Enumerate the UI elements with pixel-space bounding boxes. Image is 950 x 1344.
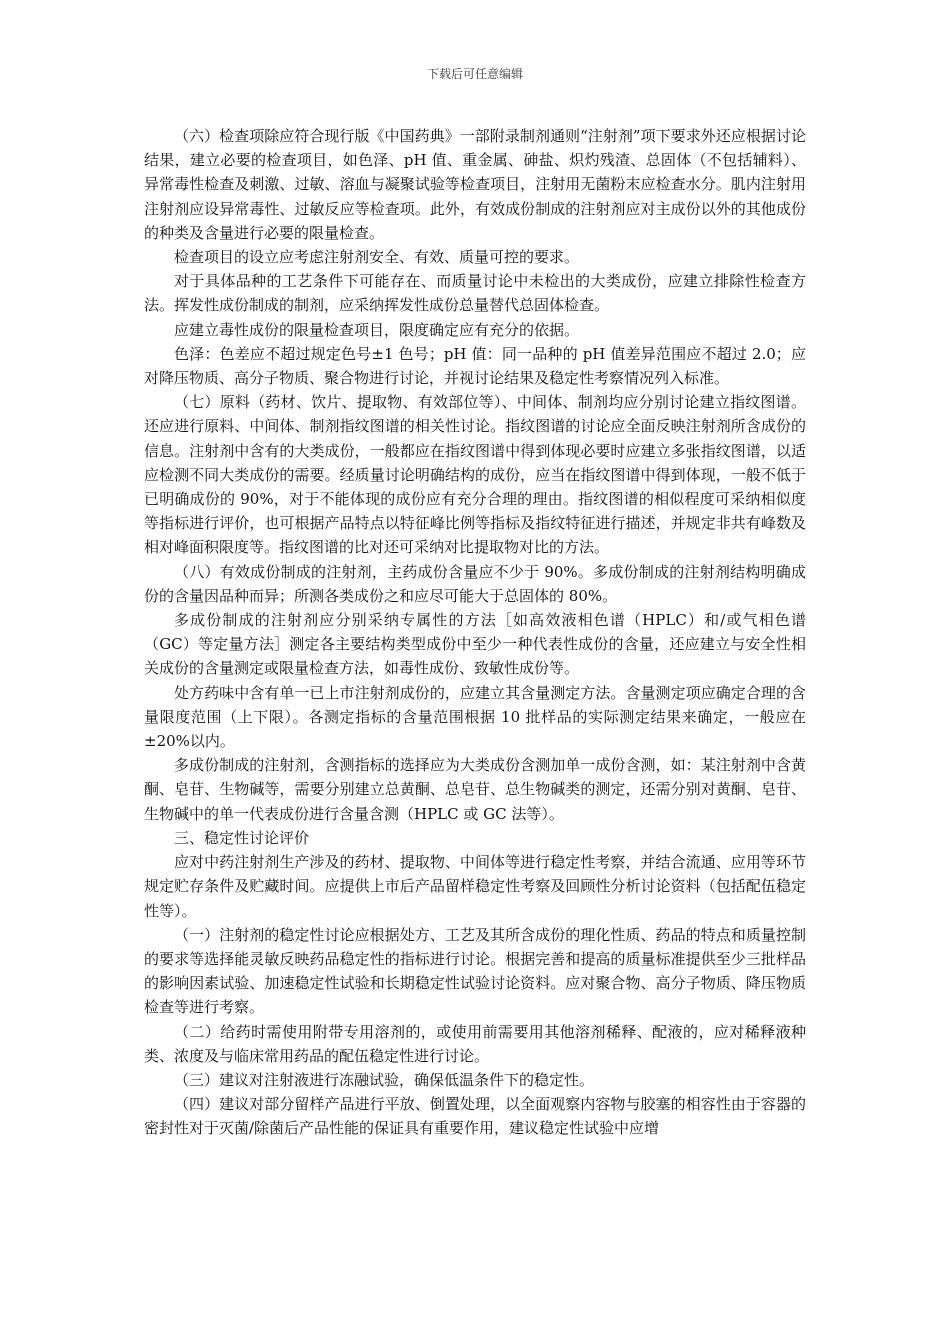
paragraph-stability-overview: 应对中药注射剂生产涉及的药材、提取物、中间体等进行稳定性考察，并结合流通、应用等环节规定贮存条件及贮藏时间。应提供上市后产品留样稳定性考察及回顾性分析讨论资料（包括配伍稳定性等）。 xyxy=(144,853,806,920)
paragraph-stopper-compatibility: （四）建议对部分留样产品进行平放、倒置处理，以全面观察内容物与胶塞的相容性由于容器的密封性对于灭菌/除菌后产品性能的保证具有重要作用，建议稳定性试验中应增 xyxy=(144,1095,806,1138)
paragraph-inspection-items: （六）检查项除应符合现行版《中国药典》一部附录制剂通则“注射剂”项下要求外还应根据讨论结果，建立必要的检查项目，如色泽、pH 值、重金属、砷盐、炽灼残渣、总固体（不包括辅料）、异常毒性检查及刺激、过敏、溶血与凝聚试验等检查项目，注射用无菌粉末应检查水分。肌内注射用注射剂应设异常毒性、过敏反应等检查项。此外，有效成份制成的注射剂应对主成份以外的其他成份的种类及含量进行必要的限量检查。 xyxy=(144,127,806,242)
section-heading-stability: 三、稳定性讨论评价 xyxy=(174,828,310,847)
paragraph-toxic-limits: 应建立毒性成份的限量检查项目，限度确定应有充分的依据。 xyxy=(174,320,580,339)
paragraph-assay-indicators: 多成份制成的注射剂，含测指标的选择应为大类成份含测加单一成份含测，如：某注射剂中含黄酮、皂苷、生物碱等，需要分别建立总黄酮、总皂苷、总生物碱类的测定，还需分别对黄酮、皂苷、生物碱中的单一代表成份进行含量含测（HPLC 或 GC 法等）。 xyxy=(144,756,806,823)
paragraph-content-requirements: （八）有效成份制成的注射剂，主药成份含量应不少于 90%。多成份制成的注射剂结构明确成份的含量因品种而异；所测各类成份之和应尽可能大于总固体的 80%。 xyxy=(144,562,806,605)
paragraph-freeze-thaw: （三）建议对注射液进行冻融试验，确保低温条件下的稳定性。 xyxy=(174,1070,595,1089)
paragraph-content-range: 处方药味中含有单一已上市注射剂成份的，应建立其含量测定方法。含量测定项应确定合理的含量限度范围（上下限）。各测定指标的含量范围根据 10 批样品的实际测定结果来确定，一般应在±20%以内。 xyxy=(144,683,806,751)
paragraph-exclusion-checks: 对于具体品种的工艺条件下可能存在、而质量讨论中未检出的大类成份，应建立排除性检查方法。挥发性成份制成的制剂，应采纳挥发性成份总量替代总固体检查。 xyxy=(144,272,806,315)
paragraph-color-ph: 色泽：色差应不超过规定色号±1 色号；pH 值：同一品种的 pH 值差异范围应不超过 2.0；应对降压物质、高分子物质、聚合物进行讨论，并视讨论结果及稳定性考察情况列入标准。 xyxy=(144,344,806,388)
paragraph-multi-component-methods: 多成份制成的注射剂应分别采纳专属性的方法［如高效液相色谱（HPLC）和/或气相色谱（GC）等定量方法］测定各主要结构类型成份中至少一种代表性成份的含量，还应建立与安全性相关成份的含量测定或限量检查方法，如毒性成份、致敏性成份等。 xyxy=(144,611,806,678)
page-header: 下载后可任意编辑 xyxy=(426,67,523,81)
paragraph-diluent-compatibility: （二）给药时需使用附带专用溶剂的，或使用前需要用其他溶剂稀释、配液的，应对稀释液种类、浓度及与临床常用药品的配伍稳定性进行讨论。 xyxy=(144,1022,806,1065)
paragraph-inspection-requirements: 检查项目的设立应考虑注射剂安全、有效、质量可控的要求。 xyxy=(174,248,580,267)
paragraph-stability-study: （一）注射剂的稳定性讨论应根据处方、工艺及其所含成份的理化性质、药品的特点和质量控制的要求等选择能灵敏反映药品稳定性的指标进行讨论。根据完善和提高的质量标准提供至少三批样品的影响因素试验、加速稳定性试验和长期稳定性试验讨论资料。应对聚合物、高分子物质、降压物质检查等进行考察。 xyxy=(144,925,806,1017)
document-body xyxy=(144,124,806,1141)
paragraph-fingerprint: （七）原料（药材、饮片、提取物、有效部位等）、中间体、制剂均应分别讨论建立指纹图谱。还应进行原料、中间体、制剂指纹图谱的相关性讨论。指纹图谱的讨论应全面反映注射剂所含成份的信息。注射剂中含有的大类成份，一般都应在指纹图谱中得到体现必要时应建立多张指纹图谱，以适应检测不同大类成份的需要。经质量讨论明确结构的成份，应当在指纹图谱中得到体现，一般不低于已明确成份的 90%，对于不能体现的成份应有充分合理的理由。指纹图谱的相似程度可采纳相似度等指标进行评价，也可根据产品特点以特征峰比例等指标及指纹特征进行描述，并规定非共有峰数及相对峰面积限度等。指纹图谱的比对还可采纳对比提取物对比的方法。 xyxy=(144,393,806,557)
